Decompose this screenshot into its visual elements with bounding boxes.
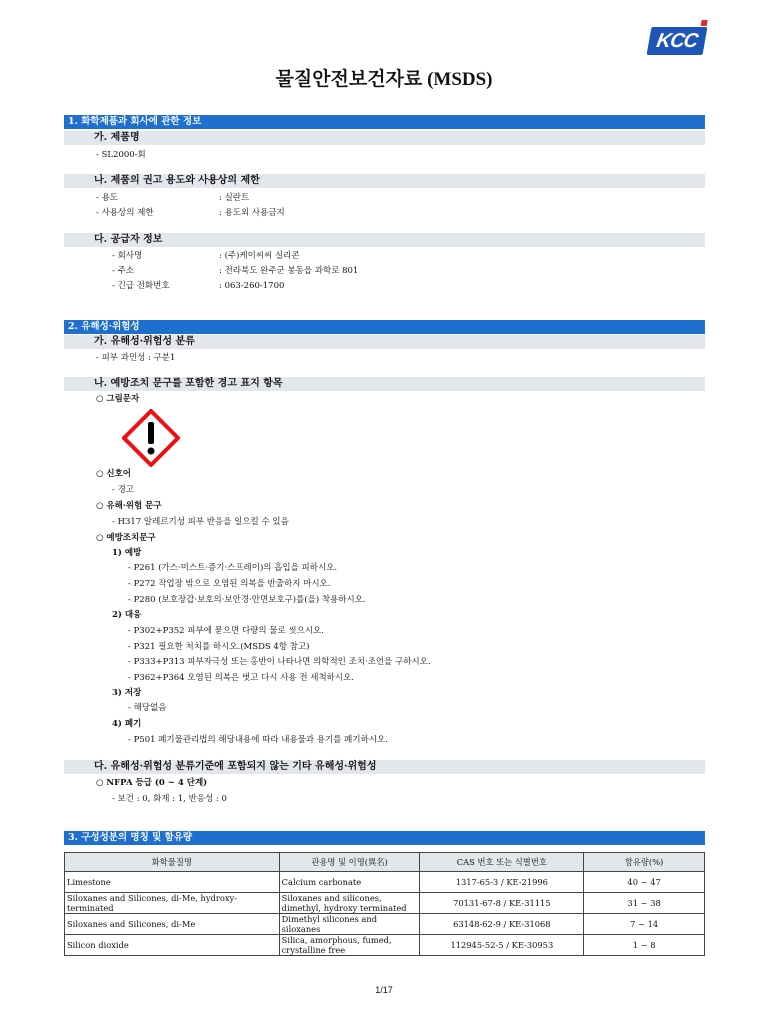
cell: 40 ~ 47 (584, 872, 705, 893)
table-row (65, 914, 705, 935)
pictogram-heading: ○ 그림문자 (96, 394, 140, 404)
cell: 112945-52-5 / KE-30953 (420, 935, 584, 956)
cell: Calcium carbonate (279, 872, 420, 893)
ghs-exclamation-pictogram (122, 409, 180, 467)
cell: 1317-65-3 / KE-21996 (420, 872, 584, 893)
sub-2c: 다. 유해성·위험성 분류기준에 포함되지 않는 기타 유해성·위험성 (64, 760, 705, 774)
signal-word: - 경고 (112, 485, 134, 495)
col-header: 함유량(%) (584, 853, 705, 872)
nfpa-values: - 보건 : 0, 화재 : 1, 반응성 : 0 (112, 794, 227, 804)
composition-table (64, 852, 705, 956)
p362: - P362+P364 오염된 의복은 벗고 다시 사용 전 세척하시오. (128, 673, 354, 683)
restriction-value: : 용도외 사용금지 (219, 208, 285, 218)
storage-heading: 3) 저장 (112, 688, 142, 698)
table-row (65, 935, 705, 956)
p302: - P302+P352 피부에 묻으면 다량의 물로 씻으시오. (128, 626, 324, 636)
cell: 63148-62-9 / KE-31068 (420, 914, 584, 935)
precaution-heading: ○ 예방조치문구 (96, 533, 156, 543)
cell: 70131-67-8 / KE-31115 (420, 893, 584, 914)
p333: - P333+P313 피부자극성 또는 홍반이 나타나면 의학적인 조치·조언을 구하시오. (128, 657, 431, 667)
signal-heading: ○ 신호어 (96, 469, 132, 479)
page-number: 1/17 (375, 985, 393, 995)
use-value: : 실란트 (219, 193, 250, 203)
page-title: 물질안전보건자료 (MSDS) (275, 69, 493, 90)
storage-line: - 해당없음 (128, 703, 167, 713)
cell: 1 ~ 8 (584, 935, 705, 956)
address-key: - 주소 (112, 266, 134, 276)
sub-1b: 나. 제품의 권고 용도와 사용상의 제한 (64, 174, 705, 188)
section-3-header: 3. 구성성분의 명칭 및 함유량 (64, 831, 705, 845)
table-row (65, 872, 705, 893)
cell: Limestone (65, 872, 280, 893)
product-name: - SL2000-회 (96, 150, 146, 160)
sub-2a: 가. 유해성·위험성 분류 (64, 335, 705, 349)
hazard-statement: - H317 알레르기성 피부 반응을 일으킬 수 있음 (112, 517, 289, 527)
table-header-row (65, 853, 705, 872)
sub-1c: 다. 공급자 정보 (64, 233, 705, 247)
sub-1a: 가. 제품명 (64, 131, 705, 145)
company-key: - 회사명 (112, 251, 143, 261)
restriction-key: - 사용상의 제한 (96, 208, 154, 218)
col-header: CAS 번호 또는 식별번호 (420, 853, 584, 872)
cell: Siloxanes and silicones, dimethyl, hydroxy terminated (279, 893, 420, 914)
disposal-heading: 4) 폐기 (112, 719, 142, 729)
sub-2b: 나. 예방조치 문구를 포함한 경고 표지 항목 (64, 377, 705, 391)
disposal-line: - P501 폐기물관리법의 해당내용에 따라 내용물과 용기를 폐기하시오. (128, 735, 388, 745)
cell: 31 ~ 38 (584, 893, 705, 914)
cell: Siloxanes and Silicones, di-Me, hydroxy-terminated (65, 893, 280, 914)
use-key: - 용도 (96, 193, 118, 203)
table-row (65, 893, 705, 914)
p321: - P321 필요한 처치를 하시오.(MSDS 4항 참고) (128, 642, 310, 652)
phone-value: : 063-260-1700 (219, 281, 285, 291)
cell: Siloxanes and Silicones, di-Me (65, 914, 280, 935)
section-1-header: 1. 화학제품과 회사에 관한 정보 (64, 115, 705, 129)
col-header: 관용명 및 이명(異名) (279, 853, 420, 872)
section-2-header: 2. 유해성·위험성 (64, 320, 705, 334)
p261: - P261 (가스·미스트·증기·스프레이)의 흡입을 피하시오. (128, 563, 338, 573)
hazard-heading: ○ 유해·위험 문구 (96, 501, 162, 511)
company-value: : (주)케이씨씨 실리콘 (219, 251, 300, 261)
cell: 7 ~ 14 (584, 914, 705, 935)
col-header: 화학물질명 (65, 853, 280, 872)
classification: - 피부 과민성 : 구분1 (96, 353, 176, 363)
cell: Silicon dioxide (65, 935, 280, 956)
address-value: : 전라북도 완주군 봉동읍 과학로 801 (219, 266, 359, 276)
nfpa-heading: ○ NFPA 등급 (0 ~ 4 단계) (96, 778, 208, 788)
response-heading: 2) 대응 (112, 610, 142, 620)
phone-key: - 긴급 전화번호 (112, 281, 170, 291)
cell: Silica, amorphous, fumed, crystalline free (279, 935, 420, 956)
p272: - P272 작업장 밖으로 오염된 의복을 반출하지 마시오. (128, 579, 331, 589)
cell: Dimethyl silicones and siloxanes (279, 914, 420, 935)
kcc-logo: KCC (647, 27, 708, 55)
prevention-heading: 1) 예방 (112, 548, 142, 558)
p280: - P280 (보호장갑·보호의·보안경·안면보호구)를(을) 착용하시오. (128, 595, 366, 605)
